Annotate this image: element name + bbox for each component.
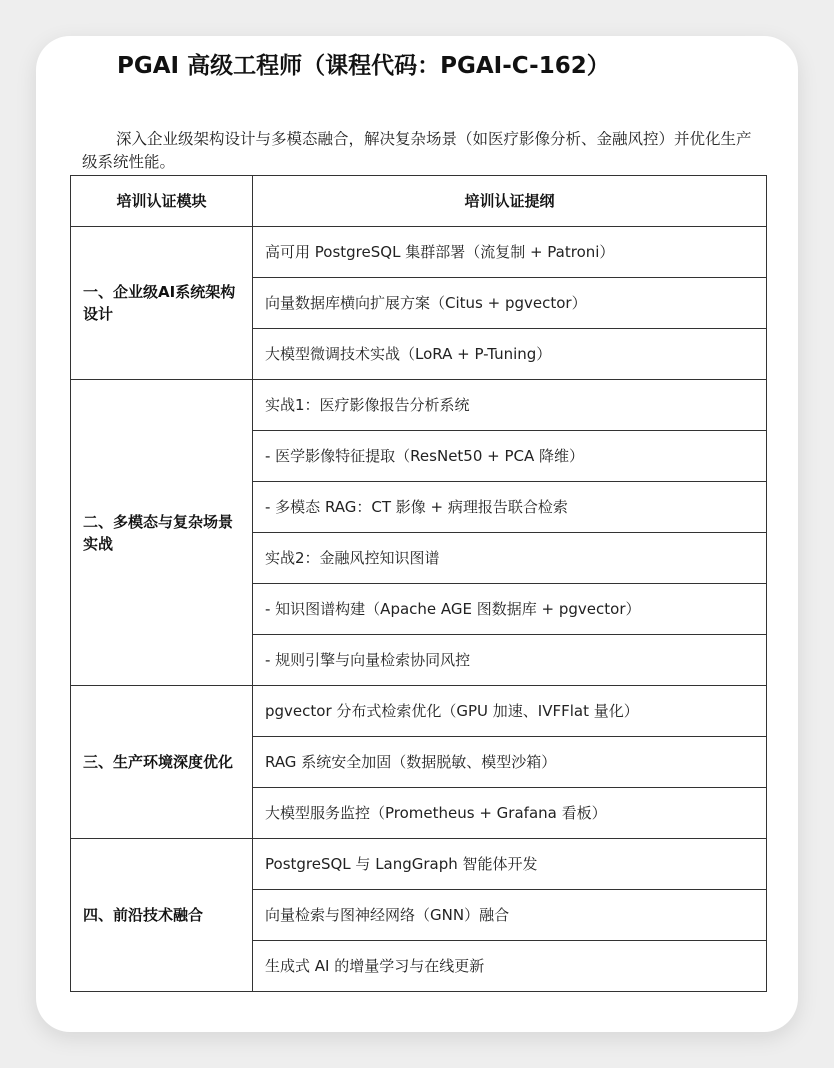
- outline-item: RAG 系统安全加固（数据脱敏、模型沙箱）: [253, 737, 767, 788]
- table-row: [71, 227, 767, 278]
- header-module: 培训认证模块: [71, 176, 253, 227]
- table-row: [71, 380, 767, 431]
- outline-item: 大模型服务监控（Prometheus + Grafana 看板）: [253, 788, 767, 839]
- outline-item: - 多模态 RAG：CT 影像 + 病理报告联合检索: [253, 482, 767, 533]
- outline-item: - 规则引擎与向量检索协同风控: [253, 635, 767, 686]
- page-title: PGAI 高级工程师（课程代码：PGAI-C-162）: [117, 53, 610, 79]
- module-name: 一、企业级AI系统架构设计: [71, 227, 253, 380]
- outline-item: 实战2：金融风控知识图谱: [253, 533, 767, 584]
- outline-item: 向量检索与图神经网络（GNN）融合: [253, 890, 767, 941]
- outline-item: 大模型微调技术实战（LoRA + P-Tuning）: [253, 329, 767, 380]
- table-row: [71, 839, 767, 890]
- outline-item: - 知识图谱构建（Apache AGE 图数据库 + pgvector）: [253, 584, 767, 635]
- module-name: 四、前沿技术融合: [71, 839, 253, 992]
- intro-paragraph: 深入企业级架构设计与多模态融合，解决复杂场景（如医疗影像分析、金融风控）并优化生产级系统性能。: [82, 130, 752, 171]
- table-header-row: [71, 176, 767, 227]
- course-outline-table: [70, 175, 767, 992]
- outline-item: - 医学影像特征提取（ResNet50 + PCA 降维）: [253, 431, 767, 482]
- module-name: 三、生产环境深度优化: [71, 686, 253, 839]
- outline-item: 生成式 AI 的增量学习与在线更新: [253, 941, 767, 992]
- table-row: [71, 686, 767, 737]
- module-name: 二、多模态与复杂场景实战: [71, 380, 253, 686]
- outline-item: 向量数据库横向扩展方案（Citus + pgvector）: [253, 278, 767, 329]
- outline-item: 高可用 PostgreSQL 集群部署（流复制 + Patroni）: [253, 227, 767, 278]
- outline-item: PostgreSQL 与 LangGraph 智能体开发: [253, 839, 767, 890]
- outline-item: pgvector 分布式检索优化（GPU 加速、IVFFlat 量化）: [253, 686, 767, 737]
- header-outline: 培训认证提纲: [253, 176, 767, 227]
- outline-item: 实战1：医疗影像报告分析系统: [253, 380, 767, 431]
